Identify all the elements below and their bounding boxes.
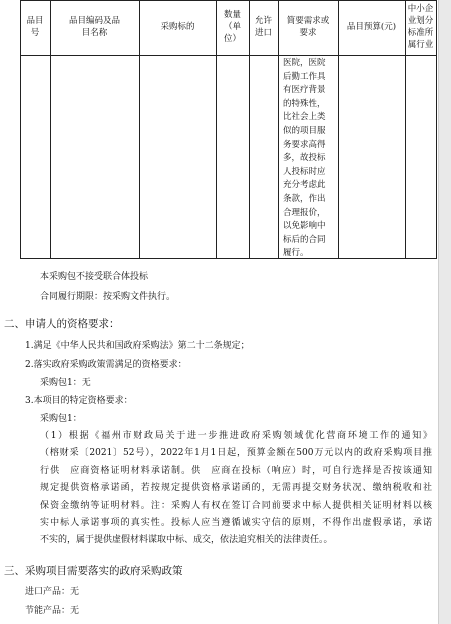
- header-item-code-name: 品目编码及品 目名称: [68, 16, 120, 38]
- section3-energy-saving-products: 节能产品：无: [25, 606, 80, 616]
- section2-item3: 3.本项目的特定资格要求：: [25, 396, 133, 406]
- section2-title: 二、申请人的资格要求：: [4, 318, 120, 330]
- header-budget: 品目预算(元): [346, 22, 397, 32]
- header-brief-requirements: 简要需求或 要求: [286, 16, 330, 38]
- header-item-no: 品目 号: [26, 16, 44, 38]
- note-no-consortium: 本采购包不接受联合体投标: [40, 272, 149, 282]
- section2-item1: 1.满足《中华人民共和国政府采购法》第二十二条规定；: [25, 341, 250, 351]
- section3-title: 三、采购项目需要落实的政府采购政策: [4, 565, 183, 577]
- requirement-text: 医院，医院 后勤工作具 有医疗背景 的特殊性， 比社会上类 似的项目服 务要求高得 多，故投标 人投标时应 充分考虑此 条款，作出 合理报价， 以免影响中 标后的合同 履行。: [283, 58, 326, 259]
- header-import-allowed: 允许 进口: [254, 16, 272, 38]
- section2-item3-package: 采购包1：: [40, 414, 82, 424]
- header-quantity: 数量 （单 位）: [223, 10, 241, 44]
- section2-item2: 2.落实政府采购政策需满足的资格要求：: [25, 360, 187, 370]
- header-sme-industry: 中小企 业划分 标准所 属行业: [407, 4, 434, 50]
- qualification-detail-paragraph: （1）根据《福州市财政局关于进一步推进政府采购领域优化营商环境工作的通知》 （榕财采〔2021〕52号），2022年1月1日起，预算金额在500万元以内的政府采购项目推 行供 应商资格证明材料承诺制。供 应商在投标（响应）时，可自行选择是否按该通知 规定提供资格承诺函，若按规定提供资格承诺函的，无需再提交财务状况、缴纳税收和社 保资金缴纳等证明材料。注：采购人有权在签订合同前要求中标人提供相关证明材料以核 实中标人承诺事项的真实性。投标人应当遵循诚实守信的原则，不得作出虚假承诺，承诺 不实的，属于提供虚假材料谋取中标、成交，依法追究相关的法律责任。。: [40, 431, 432, 546]
- note-contract-period: 合同履行期限：按采购文件执行。: [40, 292, 176, 302]
- section3-imported-products: 进口产品：无: [25, 587, 80, 597]
- viewer-scrollbar-gutter[interactable]: [438, 0, 451, 624]
- section2-item2-package: 采购包1：无: [40, 378, 91, 388]
- procurement-table: [20, 0, 437, 258]
- header-procurement-target: 采购标的: [160, 22, 195, 32]
